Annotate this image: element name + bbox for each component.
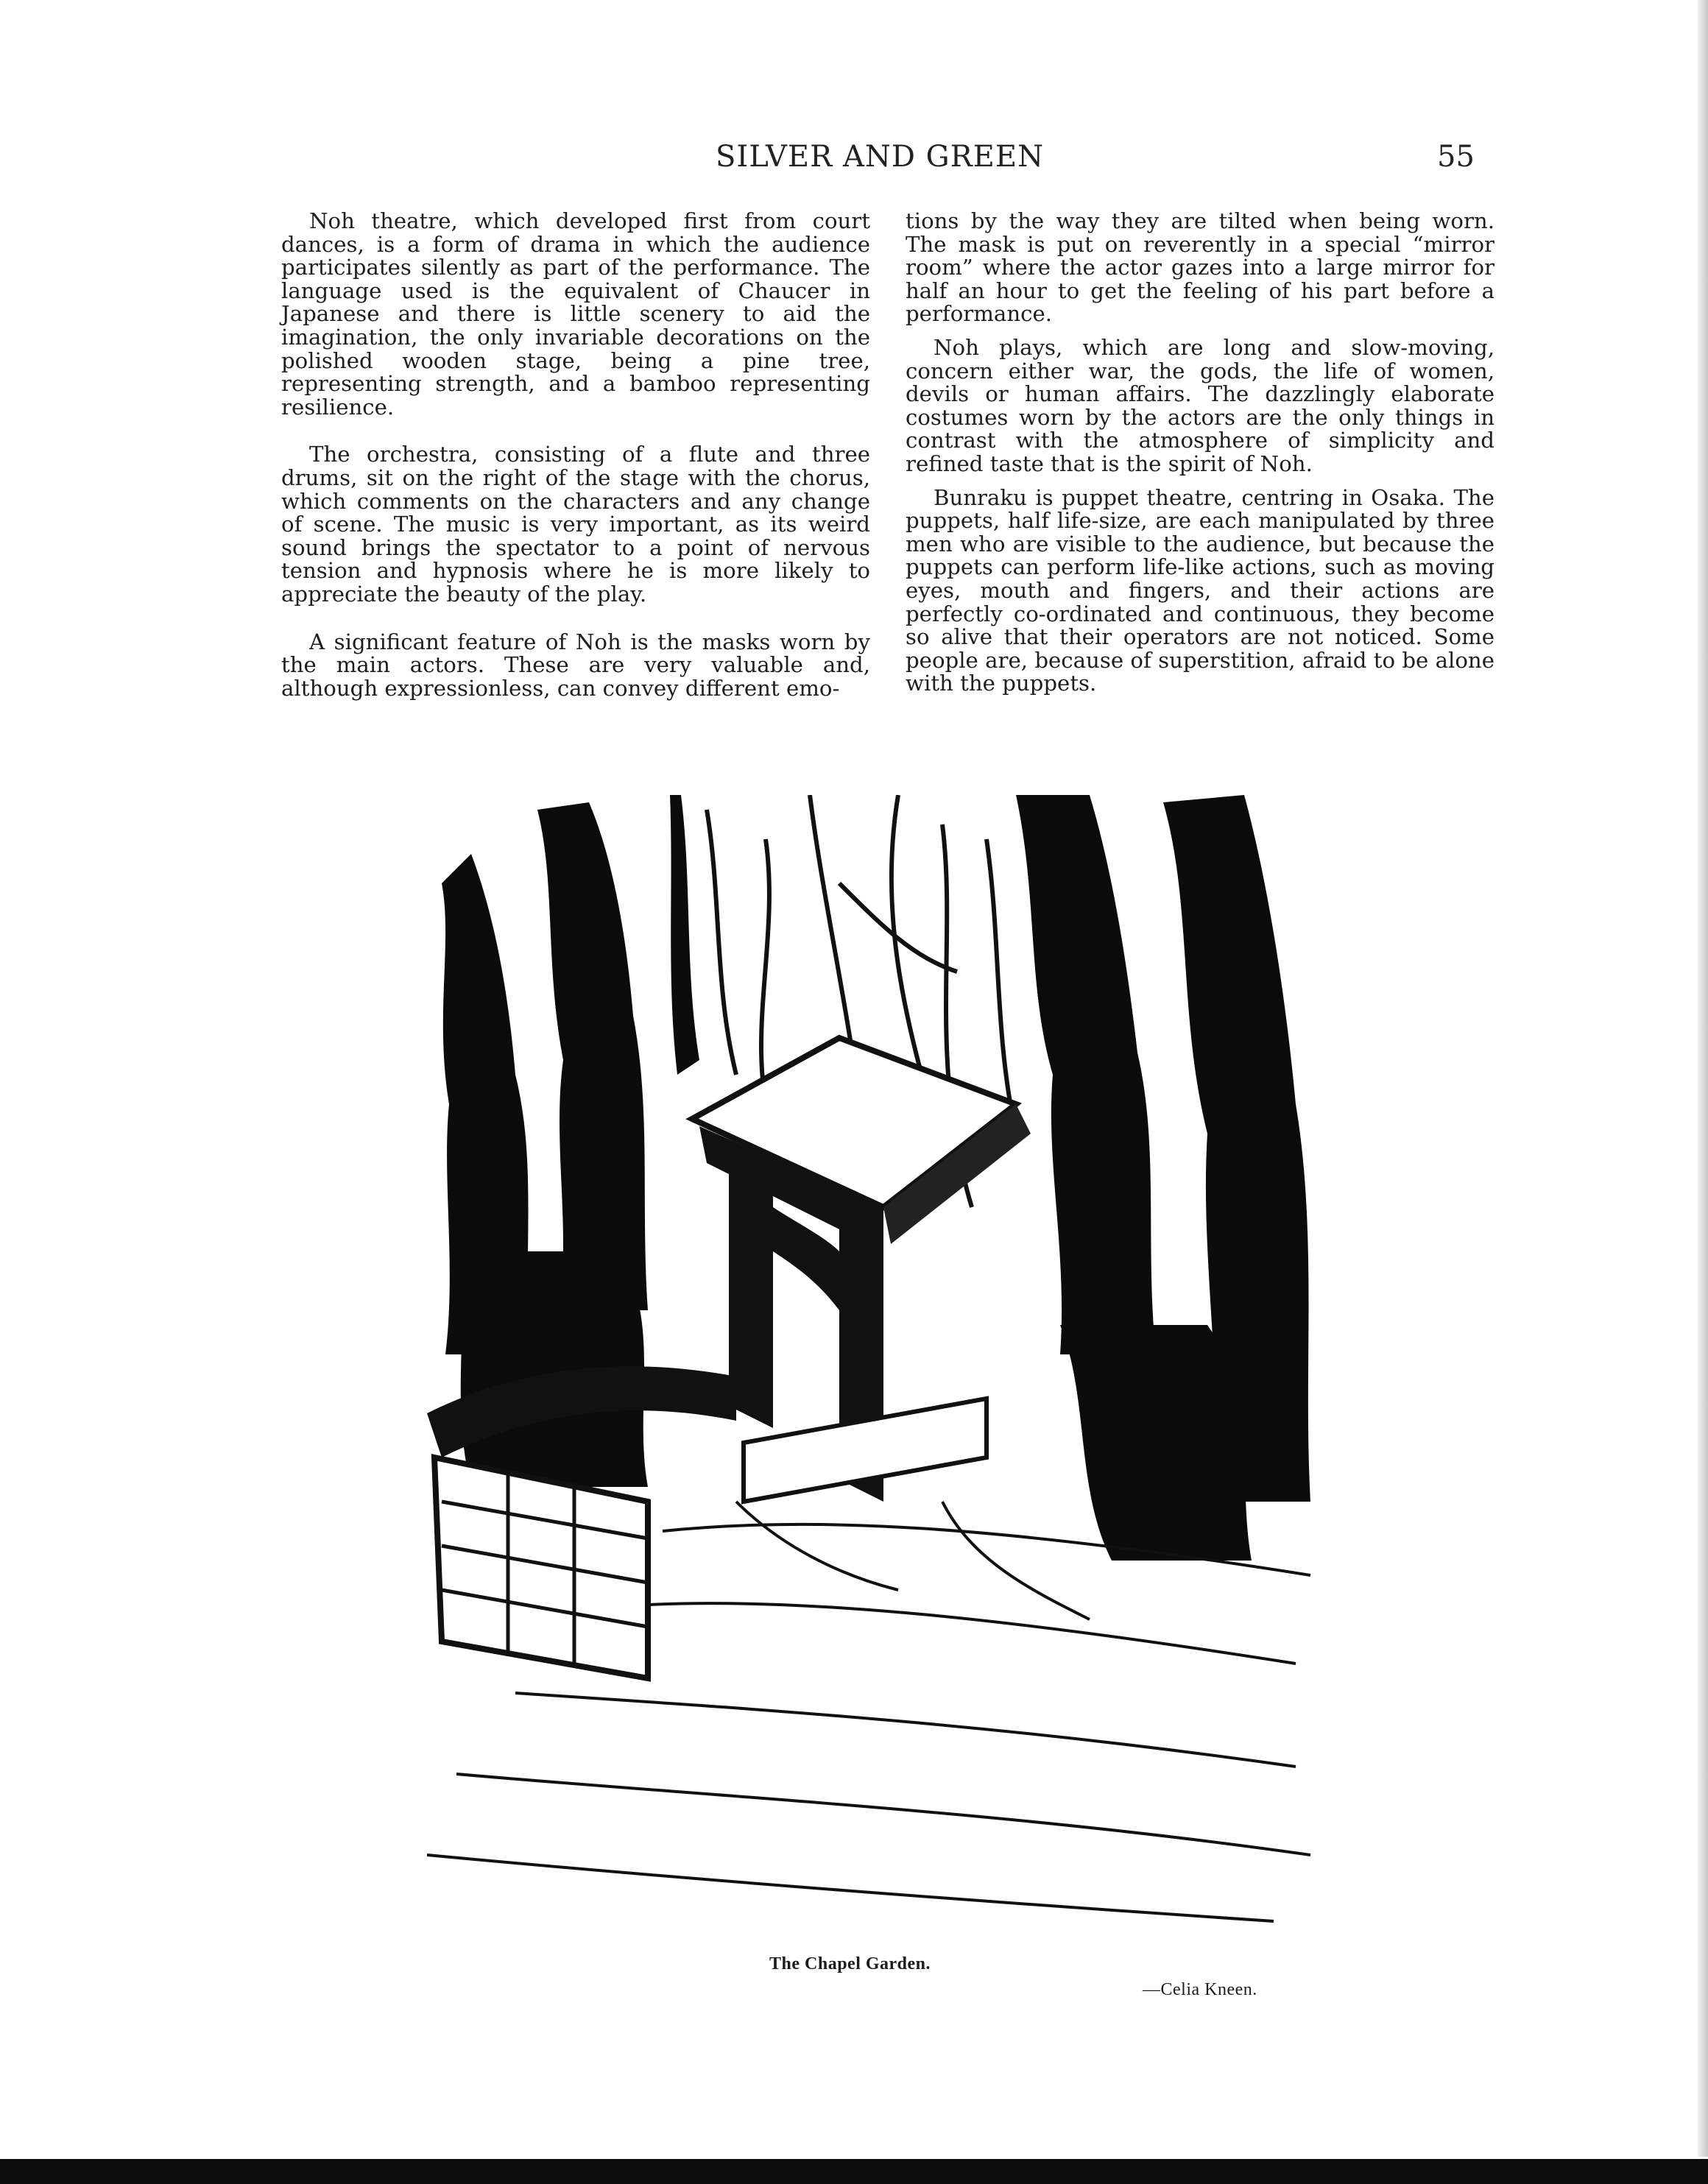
chapel-garden-illustration <box>427 795 1327 1929</box>
paragraph-noh-intro: Noh theatre, which developed first from court dances, is a form of drama in which the audience participates silently as part of the performance. The language used is the equivalent of Chaucer in Japanese and there is little scenery to aid the imagination, the only invariable decorations on the polished wooden stage, being a pine tree, representing strength, and a bamboo representing resilience. <box>281 208 870 420</box>
ink-drawing <box>427 795 1327 1929</box>
paragraph-masks-continued: tions by the way they are tilted when being worn. The mask is put on reverently in a special “mirror room” where the actor gazes into a large mirror for half an hour to get the feeling of his part before a performance. <box>906 208 1494 327</box>
page-edge-shadow <box>1698 0 1708 2157</box>
running-title: SILVER AND GREEN <box>716 140 1045 174</box>
chapel-gate <box>692 1038 1031 1502</box>
text-column-right <box>906 210 1494 696</box>
scan-border <box>0 2159 1708 2184</box>
paragraph-orchestra: The orchestra, consisting of a flute and three drums, sit on the right of the stage with the chorus, which comments on the characters and any change of scene. The music is very important, as its weird sound brings the spectator to a point of nervous tension and hypnosis where he is more likely to appreciate the beauty of the play. <box>281 442 870 607</box>
figure-caption: The Chapel Garden. <box>769 1954 931 1973</box>
text-column-left <box>281 210 870 700</box>
paragraph-masks: A significant feature of Noh is the masks worn by the main actors. These are very valuable and, although expressionless, can convey different emo- <box>281 629 870 701</box>
paragraph-noh-plays: Noh plays, which are long and slow-moving, concern either war, the gods, the life of women, devils or human affairs. The dazzlingly elaborate costumes worn by the actors are the only things in contrast with the atmosphere of simplicity and refined taste that is the spirit of Noh. <box>906 334 1494 476</box>
stone-wall <box>427 1366 736 1678</box>
artist-credit: —Celia Kneen. <box>1143 1980 1257 1999</box>
paragraph-bunraku: Bunraku is puppet theatre, centring in Osaka. The puppets, half life-size, are each manipulated by three men who are visible to the audience, but because the puppets can perform life-like actions, such as moving eyes, mouth and fingers, and their actions are perfectly co-ordinated and continuous, they become so alive that their operators are not noticed. Some people are, because of superstition, afraid to be alone with the puppets. <box>906 484 1494 696</box>
page-number: 55 <box>1437 140 1475 174</box>
